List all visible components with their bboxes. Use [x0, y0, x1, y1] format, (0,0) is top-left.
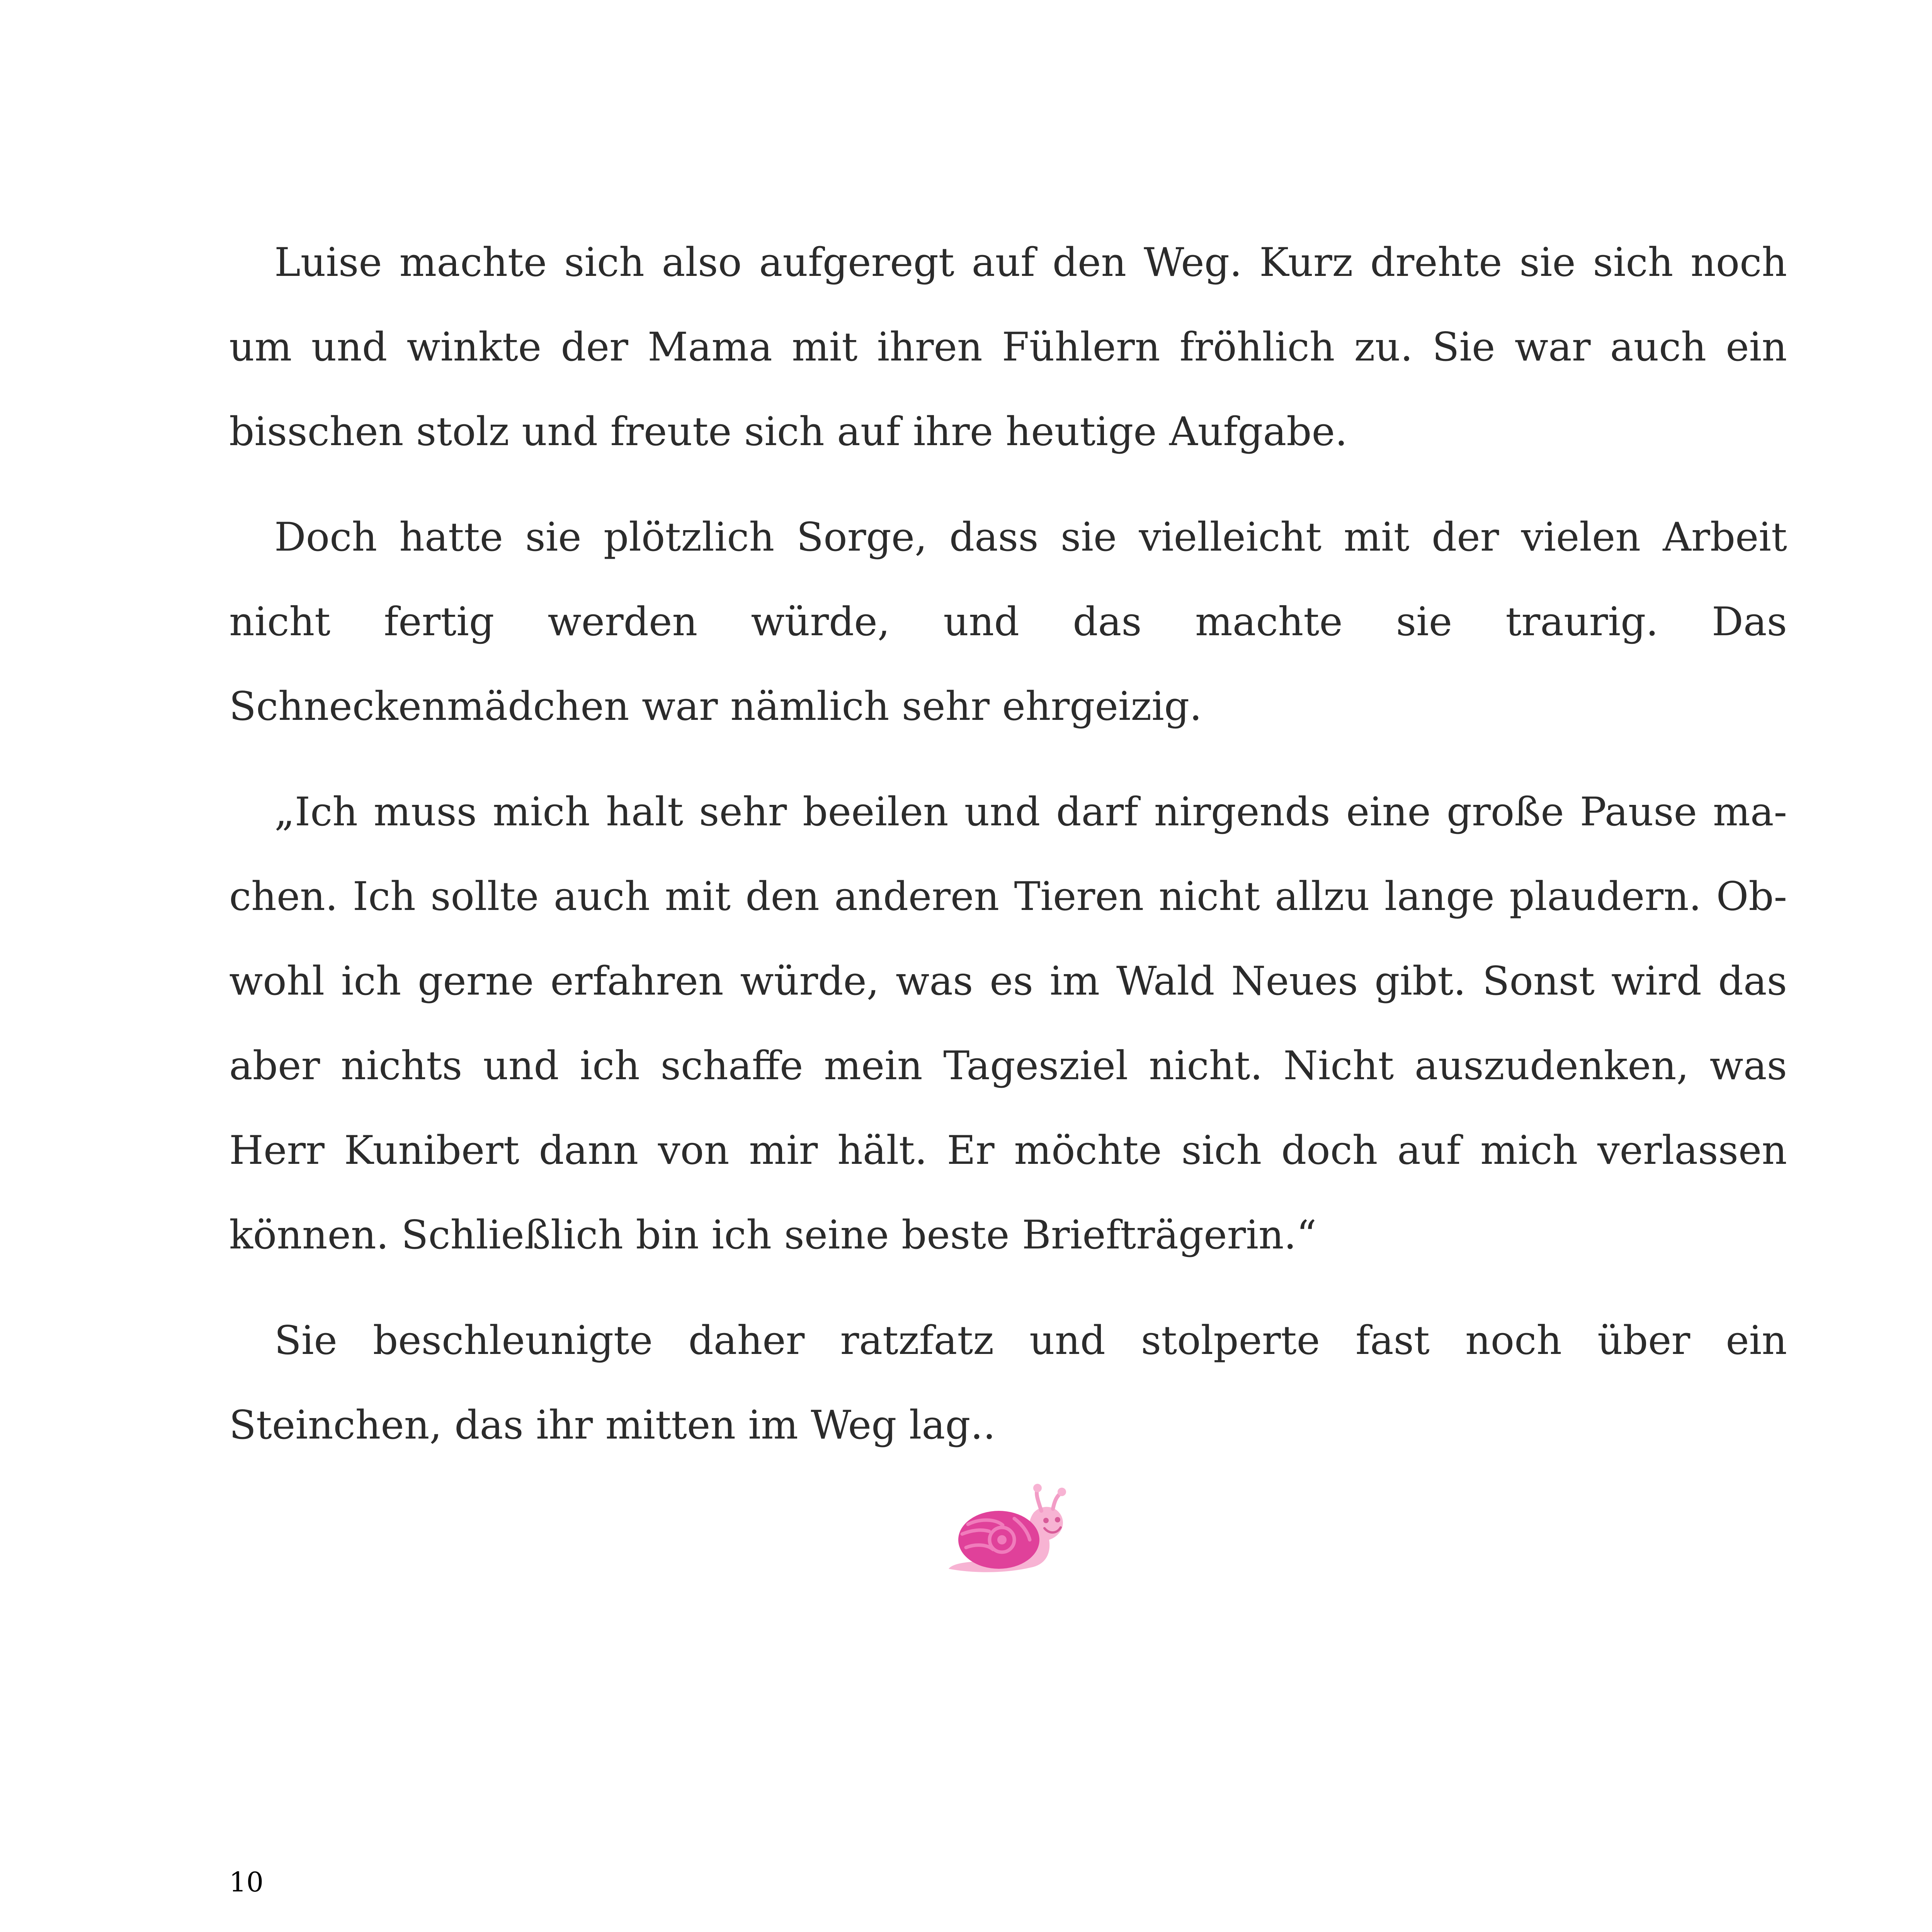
- paragraph-4: Sie beschleunigte daher ratzfatz und stolperte fast noch über ein Steinchen, das ihr mitten im Weg lag..: [229, 1318, 1787, 1448]
- story-text: [229, 220, 1787, 1488]
- paragraph-1: Luise machte sich also aufgeregt auf den Weg. Kurz drehte sie sich noch um und winkte der Mama mit ihren Fühlern fröhlich zu. Sie war auch ein bisschen stolz und freute sich auf ihre heutige Aufgabe.: [229, 240, 1787, 455]
- page-number: 10: [229, 1866, 264, 1898]
- paragraph-2: Doch hatte sie plötzlich Sorge, dass sie vielleicht mit der vielen Arbeit nicht fertig werden würde, und das machte sie traurig. Das Schneckenmädchen war nämlich sehr ehrgeizig.: [229, 514, 1787, 730]
- snail-icon: [945, 1482, 1072, 1586]
- snail-illustration: [945, 1482, 1072, 1586]
- paragraph-3: „Ich muss mich halt sehr beeilen und darf nirgends eine große Pause machen. Ich sollte auch mit den anderen Tieren nicht allzu lange plaudern. Obwohl ich gerne erfahren würde, was es im Wald Neues gibt. Sonst wird das aber nichts und ich schaffe mein Tagesziel nicht. Nicht auszudenken, was Herr Kunibert dann von mir hält. Er möchte sich doch auf mich verlassen können. Schließlich bin ich seine beste Briefträgerin.“: [229, 789, 1787, 1258]
